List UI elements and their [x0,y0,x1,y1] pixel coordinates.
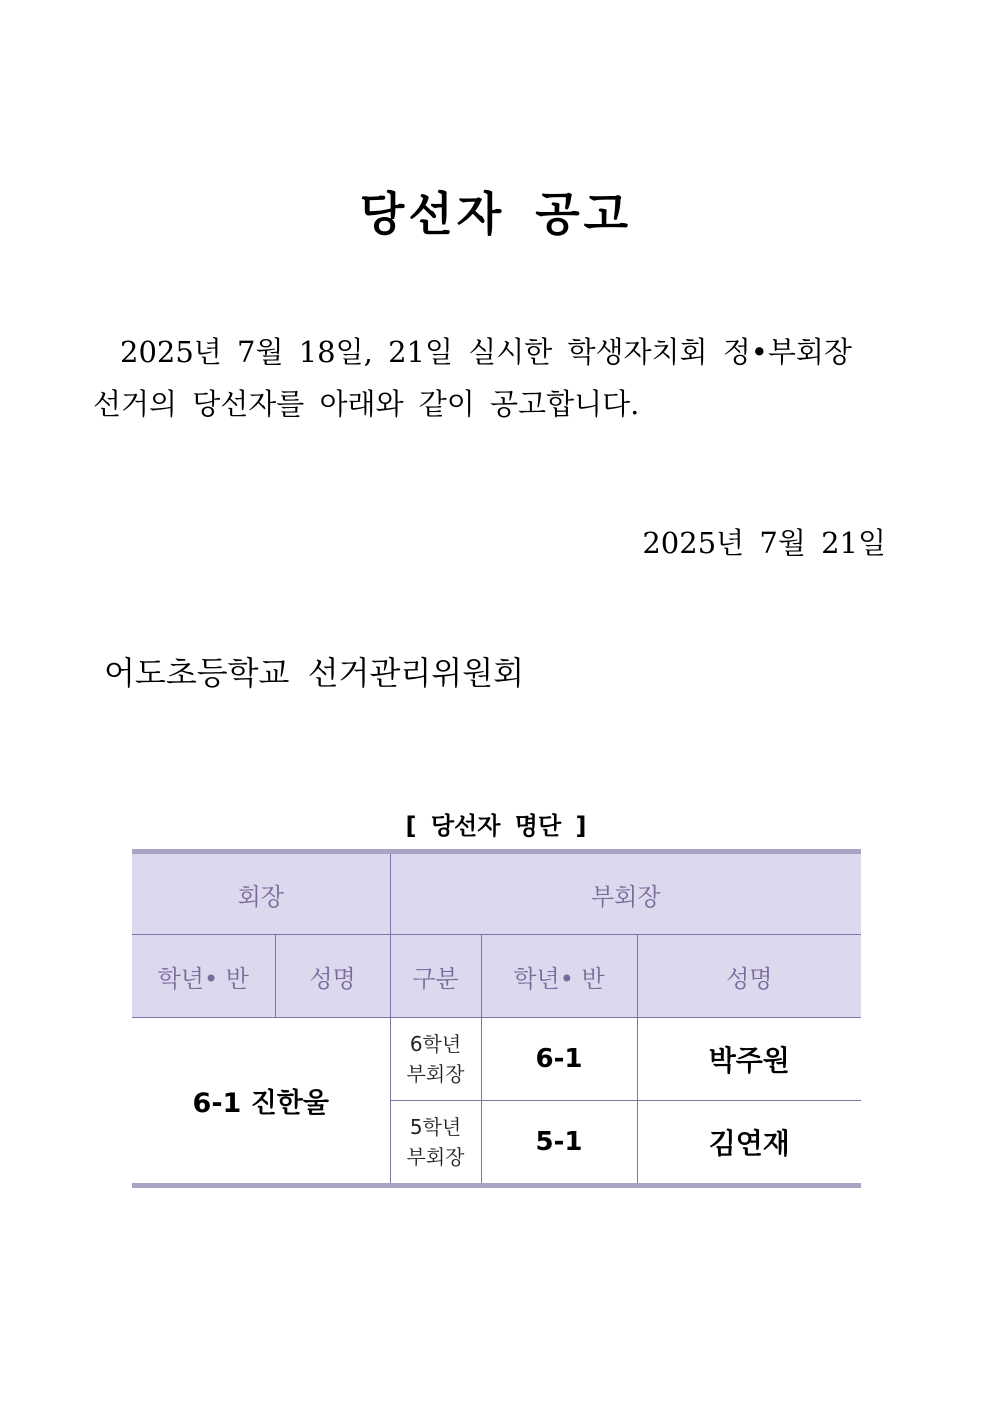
vice-class-header: 학년• 반 [481,935,637,1018]
president-group-header: 회장 [132,852,390,935]
division-line-2: 부회장 [406,1062,465,1086]
president-name-header: 성명 [275,935,390,1018]
division-line-2: 부회장 [406,1145,465,1169]
vice-name-header: 성명 [637,935,861,1018]
winners-table [132,849,861,1188]
division-cell [390,1101,481,1186]
notice-body-line-2: 선거의 당선자를 아래와 같이 공고합니다. [93,387,640,421]
vice-class-cell: 5-1 [481,1101,637,1186]
roster-caption: [ 당선자 명단 ] [405,812,587,840]
table-group-header-row [132,852,861,935]
vice-name-cell: 박주원 [637,1018,861,1101]
division-cell [390,1018,481,1101]
president-class-header: 학년• 반 [132,935,275,1018]
president-cell: 6-1 진한울 [132,1018,390,1186]
notice-body-line-1: 2025년 7월 18일, 21일 실시한 학생자치회 정•부회장 [120,335,852,369]
division-header: 구분 [390,935,481,1018]
table-column-header-row [132,935,861,1018]
vice-class-cell: 6-1 [481,1018,637,1101]
issuing-organization: 어도초등학교 선거관리위원회 [104,654,525,692]
vice-president-group-header: 부회장 [390,852,861,935]
notice-date: 2025년 7월 21일 [642,526,886,560]
division-line-1: 6학년 [409,1032,462,1056]
vice-name-cell: 김연재 [637,1101,861,1186]
notice-title: 당선자 공고 [359,187,633,241]
table-row [132,1018,861,1101]
division-line-1: 5학년 [409,1115,462,1139]
